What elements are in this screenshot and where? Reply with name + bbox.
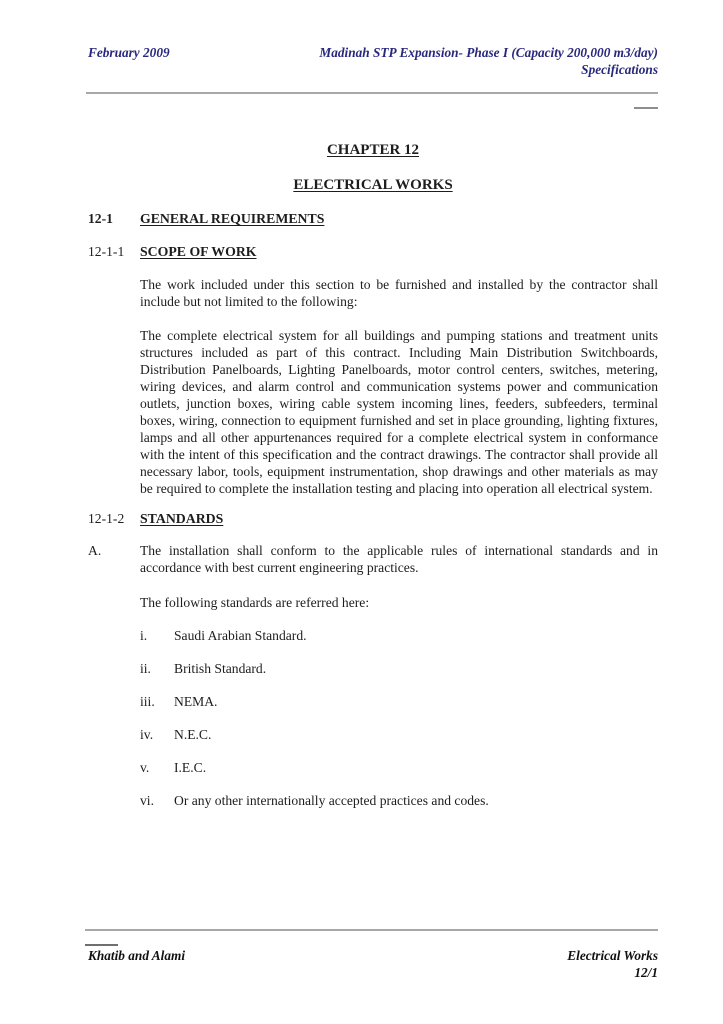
clause-paragraph-1: The installation shall conform to the applicable rules of international standards and in accordance with best current engineering practices. <box>140 543 658 575</box>
footer-rule-tick <box>85 944 118 946</box>
list-item <box>140 693 658 710</box>
list-item <box>140 660 658 677</box>
list-numeral: ii. <box>140 661 151 676</box>
chapter-title: CHAPTER 12 <box>326 142 420 158</box>
list-text: N.E.C. <box>174 727 212 742</box>
document-body <box>88 142 658 809</box>
list-text: NEMA. <box>174 694 218 709</box>
scope-paragraph-2: The complete electrical system for all buildings and pumping stations and treatment units structures included as part of this contract. Including Main Distribution Switchboards, Distribution Panelboards, Lighting Panelboards, motor control centers, switches, metering, wiring devices, and alarm control and communication systems power and communication outlets, junction boxes, wiring cable system incoming lines, feeders, subfeeders, terminal boxes, wiring, connection to equipment furnished and set in place grounding, lighting fixtures, lamps and all other appurtenances required for a complete electrical system in conformance with the intent of this specification and the contract drawings. The contractor shall provide all necessary labor, tools, equipment instrumentation, shop drawings and other materials as may be required to complete the installation testing and placing into operation all electrical system. <box>140 328 658 496</box>
page-header <box>88 44 658 78</box>
section-heading: STANDARDS <box>140 511 224 526</box>
list-text: I.E.C. <box>174 760 207 775</box>
header-project-title: Madinah STP Expansion- Phase I (Capacity 200,000 m3/day) <box>319 45 658 60</box>
clause-paragraph-2: The following standards are referred here: <box>140 595 370 610</box>
footer-rule <box>85 929 658 931</box>
section-number: 12-1-2 <box>88 511 125 526</box>
section-standards <box>88 510 658 527</box>
list-numeral: iii. <box>140 694 155 709</box>
list-item <box>140 792 658 809</box>
clause-body <box>140 542 658 611</box>
header-rule-tick <box>634 107 658 109</box>
standards-list <box>140 627 658 809</box>
header-doc-type: Specifications <box>581 62 658 77</box>
header-title-block <box>319 44 658 78</box>
section-heading: GENERAL REQUIREMENTS <box>140 211 325 226</box>
section-number: 12-1 <box>88 211 113 226</box>
list-item <box>140 759 658 776</box>
header-date: February 2009 <box>88 45 170 60</box>
section-heading: SCOPE OF WORK <box>140 244 257 259</box>
page-footer <box>88 947 658 981</box>
list-item <box>140 726 658 743</box>
list-numeral: iv. <box>140 727 154 742</box>
header-rule <box>86 92 658 94</box>
section-scope-of-work <box>88 243 658 260</box>
list-text: Saudi Arabian Standard. <box>174 628 307 643</box>
footer-section-name: Electrical Works <box>567 948 658 963</box>
list-item <box>140 627 658 644</box>
list-text: Or any other internationally accepted practices and codes. <box>174 793 489 808</box>
list-numeral: vi. <box>140 793 154 808</box>
section-general-requirements <box>88 210 658 227</box>
chapter-subtitle: ELECTRICAL WORKS <box>293 177 453 193</box>
list-numeral: i. <box>140 628 148 643</box>
section-number: 12-1-1 <box>88 244 125 259</box>
standards-clause-a <box>88 542 658 611</box>
footer-company: Khatib and Alami <box>88 948 186 963</box>
footer-page-number: 12/1 <box>634 965 658 980</box>
clause-label: A. <box>88 543 102 558</box>
footer-right-block <box>567 947 658 981</box>
list-text: British Standard. <box>174 661 267 676</box>
scope-paragraph-1: The work included under this section to be furnished and installed by the contractor shall include but not limited to the following: <box>140 277 658 309</box>
list-numeral: v. <box>140 760 150 775</box>
